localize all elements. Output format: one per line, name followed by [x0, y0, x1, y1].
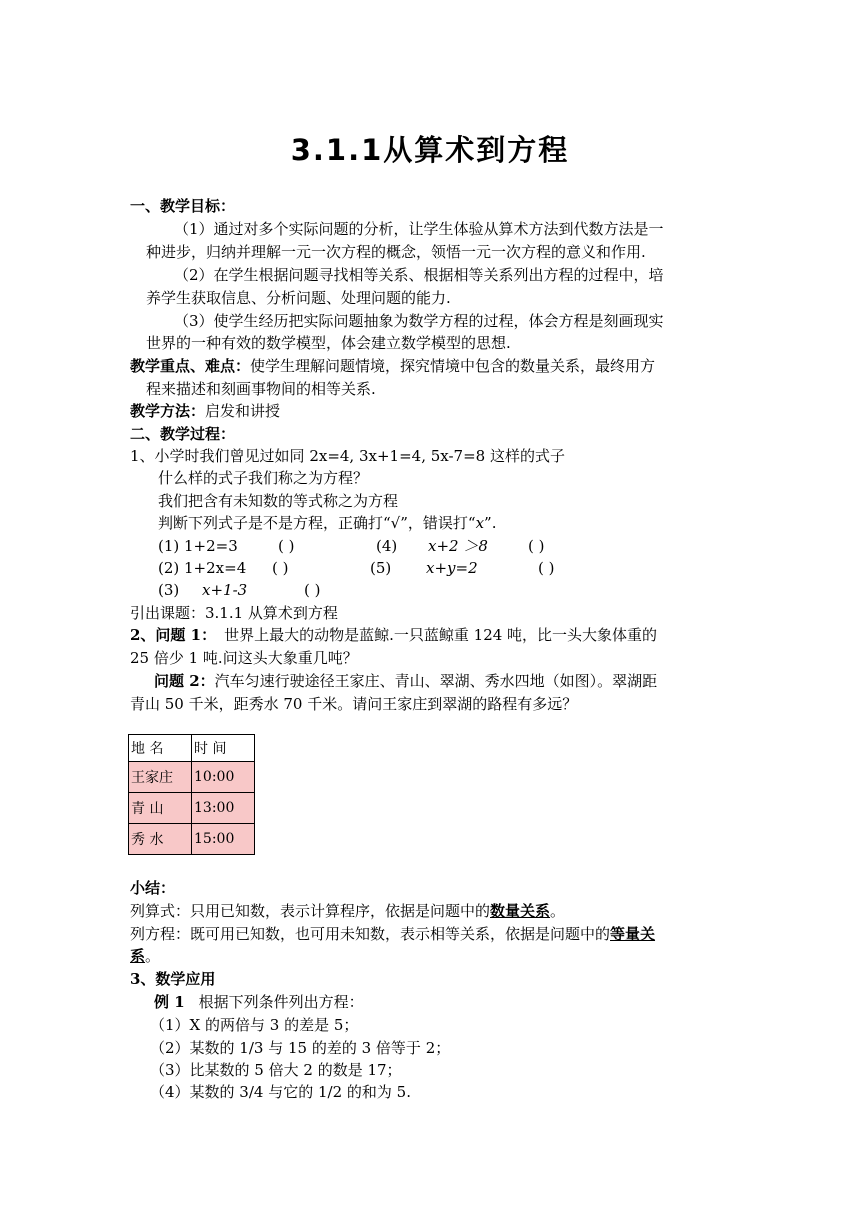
- table-header-place: 地 名: [129, 735, 192, 762]
- table-cell-place: 王家庄: [129, 762, 192, 793]
- keypoints-line-a: [130, 356, 740, 376]
- summary-line-3: [130, 946, 740, 966]
- question-4-expr: x+2 ＞8: [428, 537, 488, 555]
- table-header-row: [129, 735, 255, 762]
- question-5: (5): [370, 559, 392, 577]
- table-row: [129, 824, 255, 855]
- lead-line: 引出课题：3.1.1 从算术到方程: [130, 604, 338, 622]
- summary-1-end: 。: [550, 902, 566, 920]
- exercise-1: （1）X 的两倍与 3 的差是 5；: [150, 1016, 359, 1034]
- goal-3-line-a: （3）使学生经历把实际问题抽象为数学方程的过程，体会方程是刻画现实: [174, 312, 664, 330]
- problem-1-text-a: 世界上最大的动物是蓝鲸.一只蓝鲸重 124 吨，比一头大象体重的: [224, 626, 658, 644]
- goal-2-line-a: （2）在学生根据问题寻找相等关系、根据相等关系列出方程的过程中，培: [174, 266, 664, 284]
- question-row-1: [158, 536, 768, 556]
- question-row-3: [158, 580, 768, 600]
- question-3-expr: x+1-3: [202, 581, 248, 599]
- problem-2-label: 问题 2：: [154, 672, 215, 690]
- process-heading: 二、教学过程：: [130, 425, 236, 443]
- question-5-expr: x+y=2: [426, 559, 478, 577]
- keypoints-line-b: 程来描述和刻画事物间的相等关系.: [146, 380, 376, 398]
- problem-1-line-b: 25 倍少 1 吨.问这头大象重几吨？: [130, 649, 358, 667]
- question-3-blank: ( ): [304, 581, 321, 599]
- problem-1-line-a: [130, 625, 740, 645]
- summary-2-end: 。: [145, 947, 161, 965]
- example-line: [154, 992, 764, 1012]
- question-5-blank: ( ): [538, 559, 555, 577]
- problem-1-label: 2、问题 1：: [130, 626, 217, 644]
- example-label: 例 1: [154, 993, 185, 1011]
- question-1: (1) 1+2=3: [158, 537, 238, 555]
- keypoints-label: 教学重点、难点：: [130, 357, 251, 375]
- question-4-blank: ( ): [528, 537, 545, 555]
- question-1-blank: ( ): [278, 537, 295, 555]
- summary-heading: 小结：: [130, 879, 176, 897]
- goal-1-line-b: 种进步，归纳并理解一元一次方程的概念，领悟一元一次方程的意义和作用.: [146, 243, 646, 261]
- goal-3-line-b: 世界的一种有效的数学模型，体会建立数学模型的思想.: [146, 334, 511, 352]
- table-header-time: 时 间: [192, 735, 255, 762]
- exercise-3: （3）比某数的 5 倍大 2 的数是 17；: [150, 1061, 402, 1079]
- method-label: 教学方法：: [130, 402, 206, 420]
- question-row-2: [158, 558, 768, 578]
- summary-2-key-a: 等量关: [610, 925, 656, 943]
- summary-line-2: [130, 924, 740, 944]
- application-heading: 3、数学应用: [130, 970, 216, 988]
- table-row: [129, 762, 255, 793]
- keypoints-text-a: 使学生理解问题情境，探究情境中包含的数量关系，最终用方: [250, 357, 656, 375]
- problem-2-text-a: 汽车匀速行驶途径王家庄、青山、翠湖、秀水四地（如图）。翠湖距: [214, 672, 658, 690]
- exercise-4: （4）某数的 3/4 与它的 1/2 的和为 5.: [150, 1083, 411, 1101]
- location-time-table: [128, 734, 255, 855]
- question-2: (2) 1+2x=4: [158, 559, 247, 577]
- problem-2-line-b: 青山 50 千米，距秀水 70 千米。请问王家庄到翠湖的路程有多远？: [130, 695, 578, 713]
- goals-heading: 一、教学目标：: [130, 197, 236, 215]
- question-4: (4): [376, 537, 398, 555]
- exercise-2: （2）某数的 1/3 与 15 的差的 3 倍等于 2；: [150, 1039, 451, 1057]
- process-line-2: 什么样的式子我们称之为方程？: [158, 469, 369, 487]
- table-cell-time: 15:00: [192, 824, 255, 855]
- goal-2-line-b: 养学生获取信息、分析问题、处理问题的能力.: [146, 289, 451, 307]
- judge-x: x: [475, 514, 485, 532]
- table-cell-time: 10:00: [192, 762, 255, 793]
- method-text: 启发和讲授: [205, 402, 281, 420]
- process-line-3: 我们把含有未知数的等式称之为方程: [158, 492, 399, 510]
- summary-line-1: [130, 901, 740, 921]
- summary-1-key: 数量关系: [490, 902, 551, 920]
- method-line: [130, 401, 740, 421]
- judge-text: 判断下列式子是不是方程，正确打“√”，错误打“: [158, 514, 476, 532]
- table-cell-time: 13:00: [192, 793, 255, 824]
- judge-end: ”.: [484, 514, 497, 532]
- example-text: 根据下列条件列出方程：: [198, 993, 364, 1011]
- goal-1-line-a: （1）通过对多个实际问题的分析，让学生体验从算术方法到代数方法是一: [174, 220, 664, 238]
- table-cell-place: 青 山: [129, 793, 192, 824]
- table-row: [129, 793, 255, 824]
- question-3: (3): [158, 581, 180, 599]
- question-2-blank: ( ): [272, 559, 289, 577]
- summary-2-text: 列方程：既可用已知数，也可用未知数，表示相等关系，依据是问题中的: [130, 925, 611, 943]
- page-title: 3.1.1从算术到方程: [290, 133, 570, 167]
- problem-2-line-a: [154, 671, 764, 691]
- table-cell-place: 秀 水: [129, 824, 192, 855]
- process-line-1: 1、小学时我们曾见过如同 2x=4, 3x+1=4, 5x-7=8 这样的式子: [130, 447, 565, 465]
- process-line-4: [158, 513, 768, 533]
- summary-1-text: 列算式：只用已知数，表示计算程序，依据是问题中的: [130, 902, 491, 920]
- summary-2-key-b: 系: [130, 947, 146, 965]
